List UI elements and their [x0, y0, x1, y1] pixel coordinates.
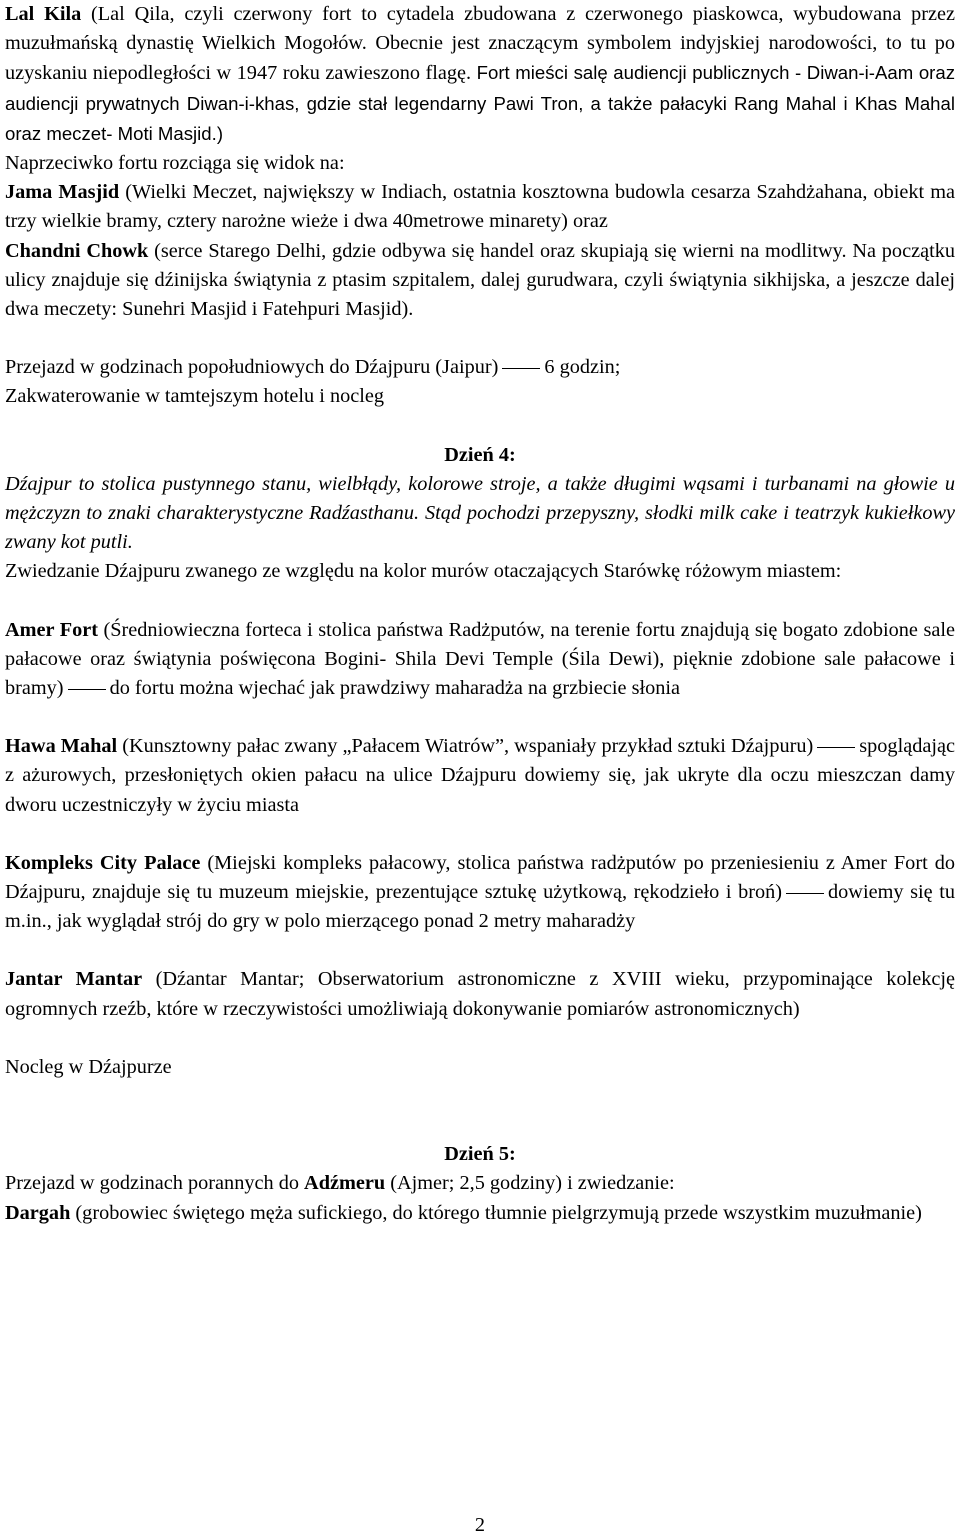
dash-separator: [502, 368, 540, 369]
heading-jama-masjid: Jama Masjid: [5, 181, 120, 204]
text-jantar-mantar: (Dźantar Mantar; Obserwatorium astronomiczne z XVIII wieku, przypominające kolekcję ogromnych rzeźb, które w rzeczywistości umożliwiają dokonywanie pomiarów astronomicznych): [5, 968, 956, 1020]
text-transfer-1: Przejazd w godzinach popołudniowych do Dźajpuru (Jaipur): [5, 356, 499, 379]
text-lal-kila-1: (Lal Qila, czyli czerwony fort to cytadela zbudowana z czerwonego piaskowca, wybudowana przez muzułmańską dynastię Wielkich Mogołów. Obecnie jest znaczącym symbolem indyjskiej narodowości, to tu po uzyskaniu niepodległości w 1947 roku zawieszono flagę.: [5, 3, 955, 85]
paragraph-transfer-jaipur: [5, 353, 955, 411]
heading-city-palace: Kompleks City Palace: [5, 851, 201, 874]
paragraph-amer-fort: [5, 616, 955, 704]
page-number: 2: [474, 1514, 486, 1536]
text-transfer-2: 6 godzin;: [544, 356, 621, 379]
heading-chandni-chowk: Chandni Chowk: [5, 239, 149, 262]
document-page: [5, 0, 955, 1228]
text-ajmer-1: Przejazd w godzinach porannych do: [5, 1172, 305, 1195]
paragraph-jantar-mantar: [5, 965, 955, 1023]
paragraph-jaipur-sightseeing: Zwiedzanie Dźajpuru zwanego ze względu na kolor murów otaczających Starówkę różowym miastem:: [5, 560, 842, 583]
text-view: Naprzeciwko fortu rozciąga się widok na:: [5, 152, 345, 175]
paragraph-city-palace: [5, 849, 955, 937]
heading-amer-fort: Amer Fort: [5, 618, 98, 641]
heading-hawa-mahal: Hawa Mahal: [5, 735, 118, 758]
dash-separator: [817, 747, 855, 748]
paragraph-chandni-chowk: [5, 237, 955, 325]
text-accommodation: Zakwaterowanie w tamtejszym hotelu i nocleg: [5, 385, 385, 408]
paragraph-jaipur-intro: Dźajpur to stolica pustynnego stanu, wielbłądy, kolorowe stroje, a także długimi wąsami i turbanami na głowie u mężczyzn to znaki charakterystyczne Radźasthanu. Stąd pochodzi przepyszny, słodki milk cake i teatrzyk kukiełkowy zwany kot putli.: [5, 472, 955, 554]
heading-dargah: Dargah: [5, 1201, 71, 1224]
text-ajmer-2: (Ajmer; 2,5 godziny) i zwiedzanie:: [385, 1172, 675, 1195]
heading-jantar-mantar: Jantar Mantar: [5, 968, 143, 991]
paragraph-transfer-ajmer: [5, 1169, 955, 1198]
heading-day-4: Dzień 4:: [444, 443, 516, 466]
text-hawa-mahal-1: (Kunsztowny pałac zwany „Pałacem Wiatrów”, wspaniały przykład sztuki Dźajpuru): [117, 735, 814, 758]
paragraph-dargah: [5, 1199, 955, 1228]
heading-day-5: Dzień 5:: [444, 1143, 516, 1166]
paragraph-view: [5, 149, 955, 178]
text-hawa-mahal-2: spoglądając z ażurowych, przesłoniętych okien pałacu na ulice Dźajpuru dowiemy się, jak ukryte dla oczu mieszczan damy dworu uczestniczyły w życiu miasta: [5, 735, 955, 816]
heading-lal-kila: Lal Kila: [5, 3, 82, 25]
text-amer-fort-2: do fortu można wjechać jak prawdziwy maharadża na grzbiecie słonia: [109, 677, 681, 700]
text-city-palace-1: (Miejski kompleks pałacowy, stolica państwa radżputów po przeniesieniu z Amer Fort do Dźajpuru, znajduje się tu muzeum miejskie, prezentujące sztukę użytkową, rękodzieło i broń): [5, 851, 955, 904]
paragraph-lal-kila: [5, 0, 955, 149]
text-ajmer-name: Adźmeru: [304, 1172, 386, 1195]
dash-separator: [786, 893, 824, 894]
text-jama-masjid: (Wielki Meczet, największy w Indiach, ostatnia kosztowna budowla cesarza Szahdżahana, obiekt ma trzy wielkie bramy, cztery narożne wieże i dwa 40metrowe minarety) oraz: [5, 181, 956, 233]
paragraph-jama-masjid: [5, 178, 955, 236]
text-amer-fort-1: (Średniowieczna forteca i stolica państwa Radżputów, na terenie fortu znajdują się bogato zdobione sale pałacowe oraz świątynia poświęcona Bogini- Shila Devi Temple (Śila Dewi), pięknie zdobione sale pałacowe i bramy): [5, 618, 955, 700]
text-lal-kila-2: Fort mieści salę audiencji publicznych - Diwan-i-Aam oraz audiencji prywatnych Diwan-i-khas, gdzie stał legendarny Pawi Tron, a także pałacyki Rang Mahal i Khas Mahal oraz meczet- Moti Masjid.): [5, 62, 955, 144]
paragraph-night-jaipur: Nocleg w Dźajpurze: [5, 1055, 172, 1078]
text-chandni-chowk: (serce Starego Delhi, gdzie odbywa się handel oraz skupiają się wierni na modlitwy. Na początku ulicy znajduje się dźinijska świątynia z ptasim szpitalem, dalej gurudwara, czyli świątynia sikhijska, a jeszcze dalej dwa meczety: Sunehri Masjid i Fatehpuri Masjid).: [5, 239, 955, 321]
dash-separator: [68, 689, 106, 690]
text-dargah: (grobowiec świętego męża sufickiego, do którego tłumnie pielgrzymują przede wszystkim muzułmanie): [70, 1201, 922, 1224]
text-city-palace-2: dowiemy się tu m.in., jak wyglądał strój do gry w polo mierzącego ponad 2 metry maharadży: [5, 881, 955, 933]
paragraph-hawa-mahal: [5, 732, 955, 820]
